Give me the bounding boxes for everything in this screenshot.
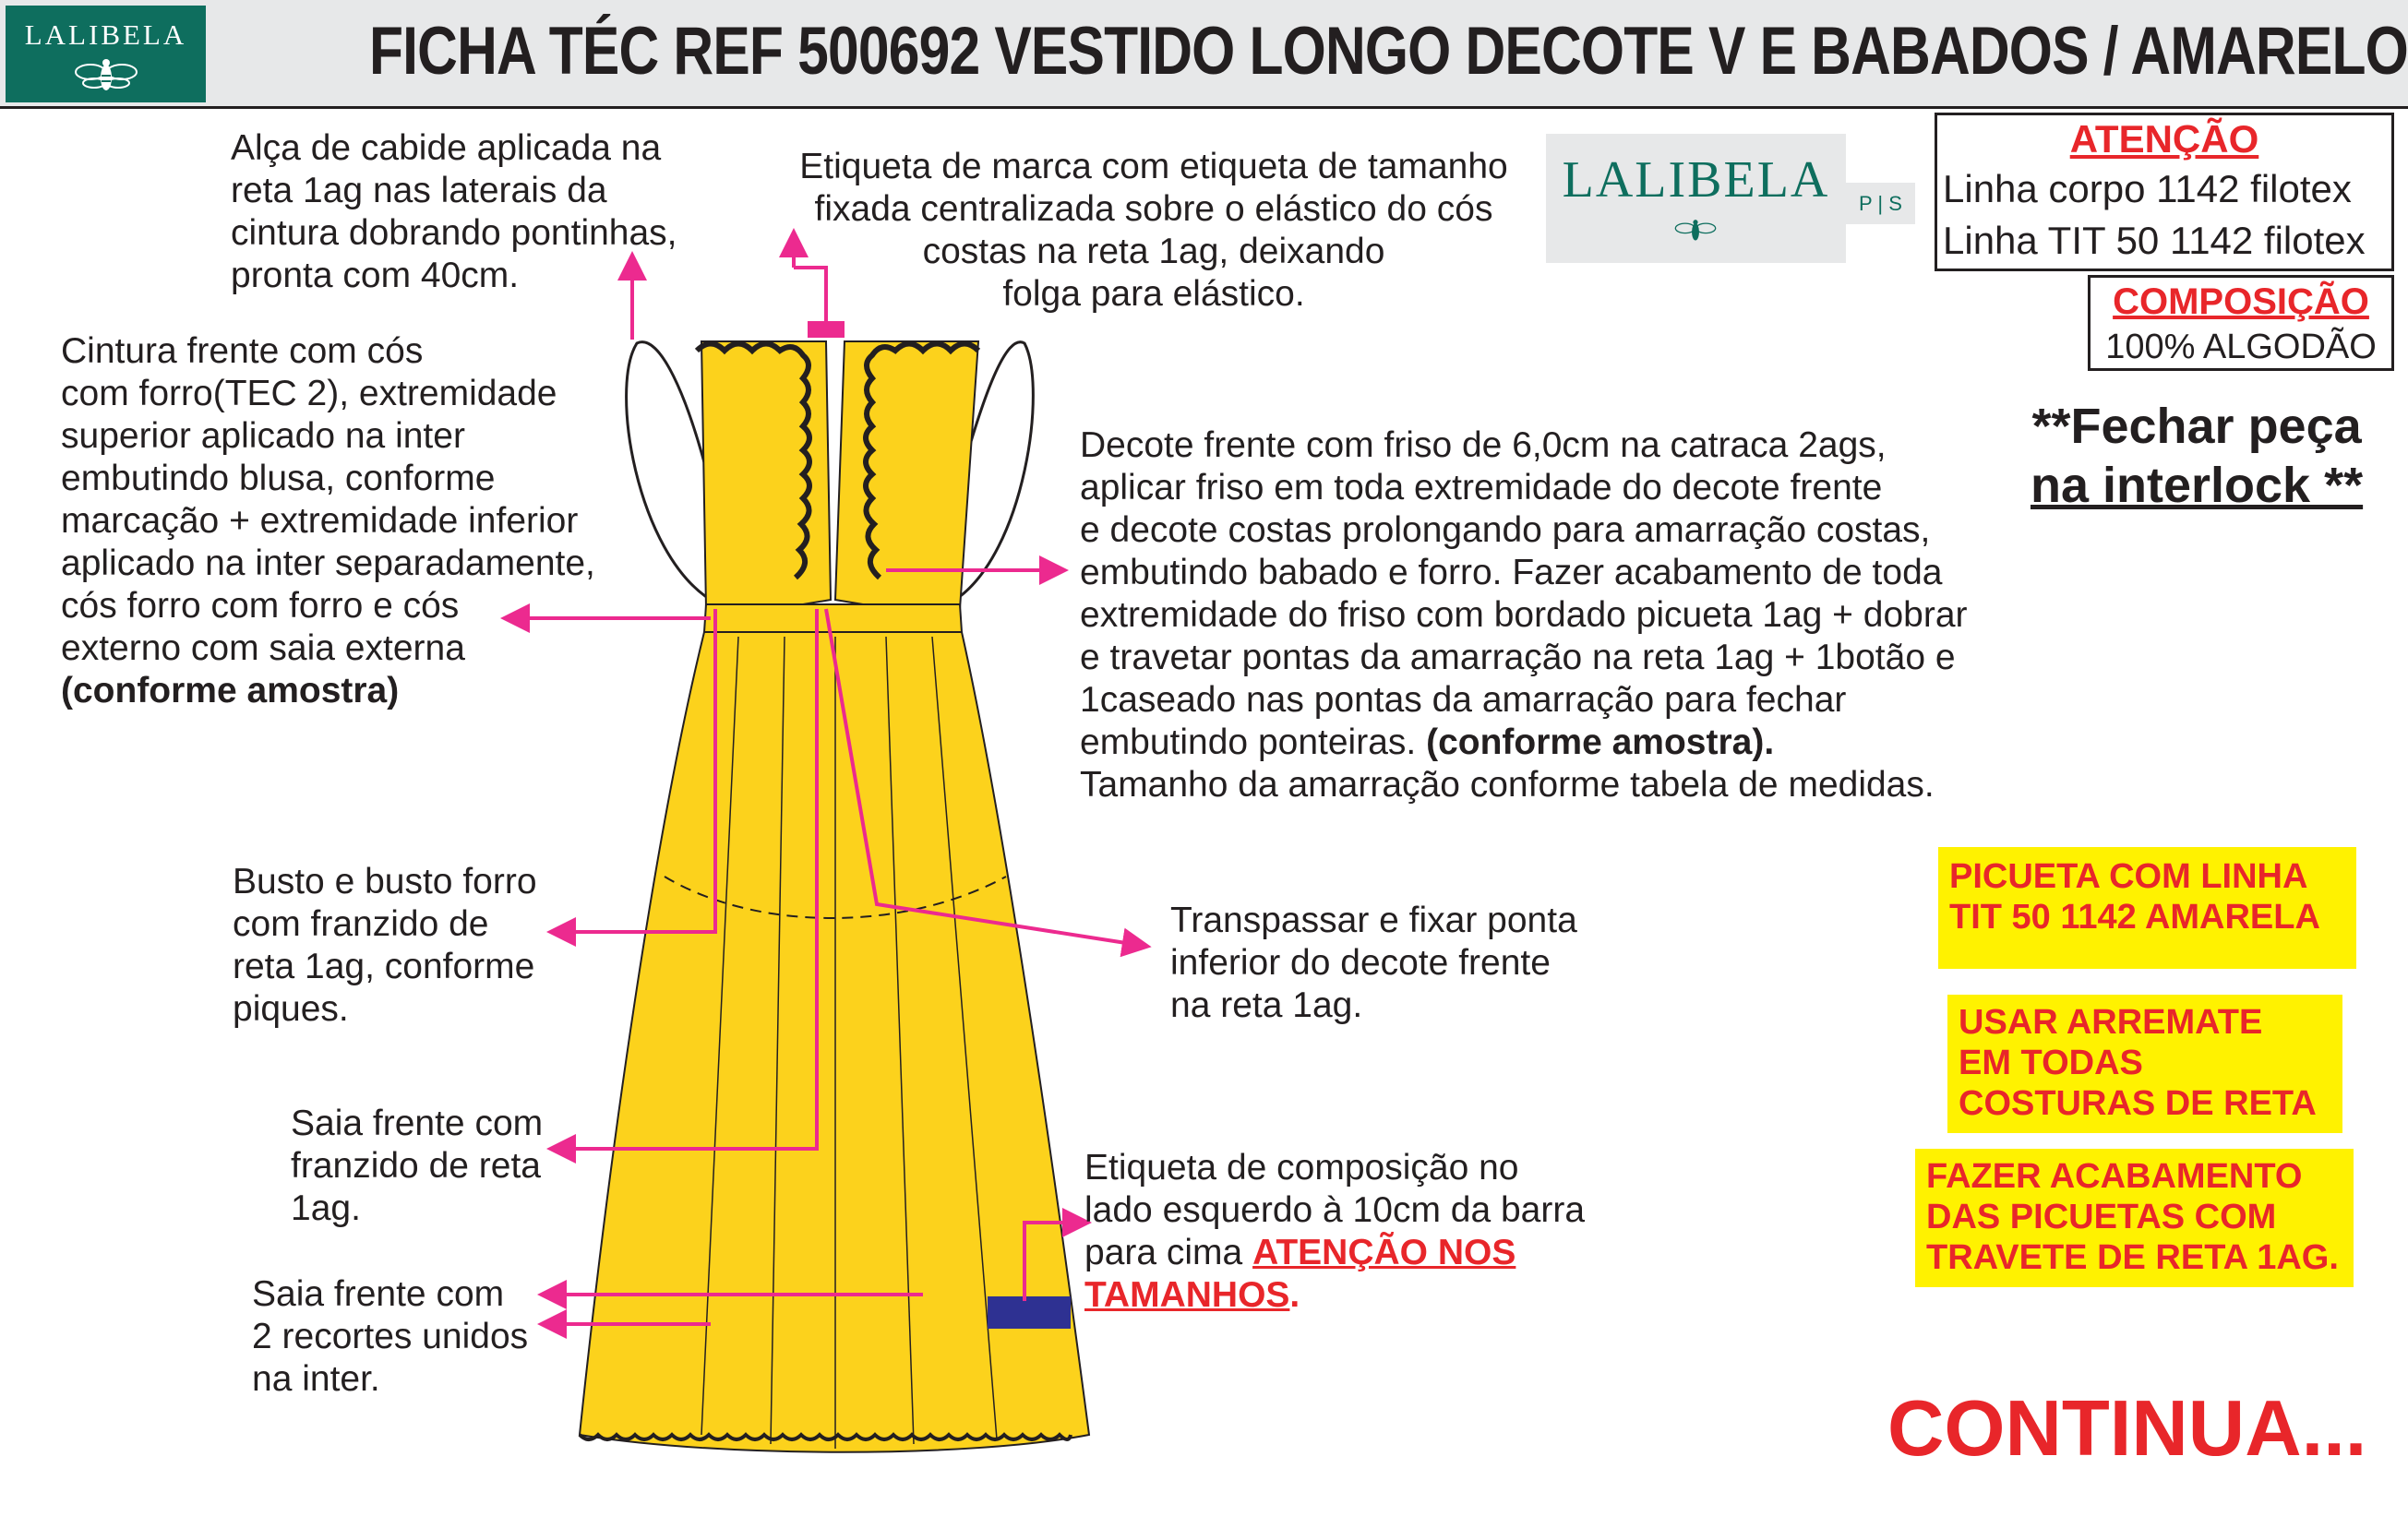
picueta-warning-box [1938,847,2356,969]
note-line: Busto e busto forro [233,862,537,901]
attention-title: ATENÇÃO [2069,117,2259,161]
warning-line: FAZER ACABAMENTO [1926,1157,2303,1196]
composition-value: 100% ALGODÃO [2105,328,2377,366]
note-line: embutindo babado e forro. Fazer acabamento de toda [1080,553,1943,592]
close-note-line-1: **Fechar peça [2031,399,2362,454]
note-line [1084,1274,1585,1317]
note-line: na reta 1ag. [1170,985,1363,1025]
note-line: aplicar friso em toda extremidade do decote frente [1080,468,1883,507]
note-line: cós forro com forro e cós [61,586,460,626]
note-saia-franzido [291,1103,543,1230]
note-line: Saia frente com [252,1274,505,1314]
note-line: Alça de cabide aplicada na [231,128,662,168]
attention-line-1: Linha corpo 1142 filotex [1943,167,2352,210]
note-line: lado esquerdo à 10cm da barra [1084,1190,1586,1230]
note-decote [1080,424,1968,806]
acabamento-warning-box [1915,1149,2354,1287]
warning-line: DAS PICUETAS COM [1926,1198,2277,1236]
note-line: Decote frente com friso de 6,0cm na catraca 2ags, [1080,425,1887,465]
note-text: para cima [1084,1233,1253,1272]
note-line: piques. [233,989,349,1029]
note-busto [233,861,537,1031]
size-tag-ps: P | S [1846,183,1915,224]
note-line: reta 1ag, conforme [233,947,535,986]
note-text-bold: (conforme amostra). [1426,722,1775,762]
note-line: Etiqueta de marca com etiqueta de tamanho [799,147,1508,186]
note-text-alert: TAMANHOS [1084,1275,1290,1315]
arremate-warning-box [1947,995,2342,1133]
note-line: reta 1ag nas laterais da [231,171,607,210]
note-line: inferior do decote frente [1170,943,1551,983]
note-line: na inter. [252,1359,380,1399]
note-line: 1ag. [291,1188,361,1228]
note-text: embutindo ponteiras. [1080,722,1427,762]
note-transpassar [1170,900,1577,1027]
warning-line: EM TODAS [1959,1044,2143,1082]
note-line: franzido de reta [291,1146,542,1186]
note-line-bold: (conforme amostra) [61,671,400,710]
note-line: marcação + extremidade inferior [61,501,579,541]
bodice [701,341,831,609]
note-line: superior aplicado na inter [61,416,465,456]
note-line: costas na reta 1ag, deixando [922,232,1385,271]
note-line: e travetar pontas da amarração na reta 1ag + 1botão e [1080,638,1956,677]
composition-title: COMPOSIÇÃO [2113,281,2369,322]
warning-line: COSTURAS DE RETA [1959,1084,2317,1123]
note-etiqueta-composicao [1084,1147,1585,1317]
note-line: Etiqueta de composição no [1084,1148,1519,1188]
note-line: pronta com 40cm. [231,256,520,295]
note-text-alert: ATENÇÃO NOS [1252,1233,1516,1272]
continue-label: CONTINUA... [1887,1385,2367,1473]
hanger-loop-left [627,342,711,600]
note-line: folga para elástico. [1002,274,1305,314]
composition-label-mark [988,1296,1071,1329]
note-text-dot: . [1289,1275,1300,1315]
logo-text: LALIBELA [24,18,187,51]
note-line [1084,1232,1585,1274]
warning-line: USAR ARREMATE [1959,1003,2263,1042]
note-line: com forro(TEC 2), extremidade [61,374,557,413]
waistband [704,604,962,632]
note-line: aplicado na inter separadamente, [61,543,595,583]
note-line: extremidade do friso com bordado picueta 1ag + dobrar [1080,595,1968,635]
warning-line: PICUETA COM LINHA [1949,857,2308,896]
note-line: cintura dobrando pontinhas, [231,213,677,253]
close-note-line-2: na interlock ** [2031,458,2364,513]
note-line: externo com saia externa [61,628,465,668]
note-line: Saia frente com [291,1104,544,1143]
note-line: Tamanho da amarração conforme tabela de medidas. [1080,765,1935,805]
note-line: 1caseado nas pontas da amarração para fechar [1080,680,1847,720]
size-p: P [1859,192,1873,215]
page-title: FICHA TÉC REF 500692 VESTIDO LONGO DECOTE V E BABADOS / AMARELO [369,14,2408,89]
note-line: Transpassar e fixar ponta [1170,901,1577,940]
note-line: e decote costas prolongando para amarração costas, [1080,510,1931,550]
note-line: com franzido de [233,904,489,944]
note-line [1080,722,1968,764]
brand-label-mark [808,321,845,338]
warning-line: TIT 50 1142 AMARELA [1949,898,2320,937]
note-line: Cintura frente com cós [61,331,424,371]
note-line: fixada centralizada sobre o elástico do cós [814,189,1493,229]
note-line: embutindo blusa, conforme [61,459,496,498]
note-saia-recortes [252,1273,528,1401]
skirt [580,632,1089,1452]
note-line: 2 recortes unidos [252,1317,529,1356]
brand-label-text: LALIBELA [1562,151,1830,209]
attention-line-2: Linha TIT 50 1142 filotex [1943,219,2366,262]
note-etiqueta-marca [775,146,1532,316]
note-alca [231,127,677,297]
note-cintura [61,330,595,712]
warning-line: TRAVETE DE RETA 1AG. [1926,1238,2339,1277]
size-s: S [1888,192,1902,215]
